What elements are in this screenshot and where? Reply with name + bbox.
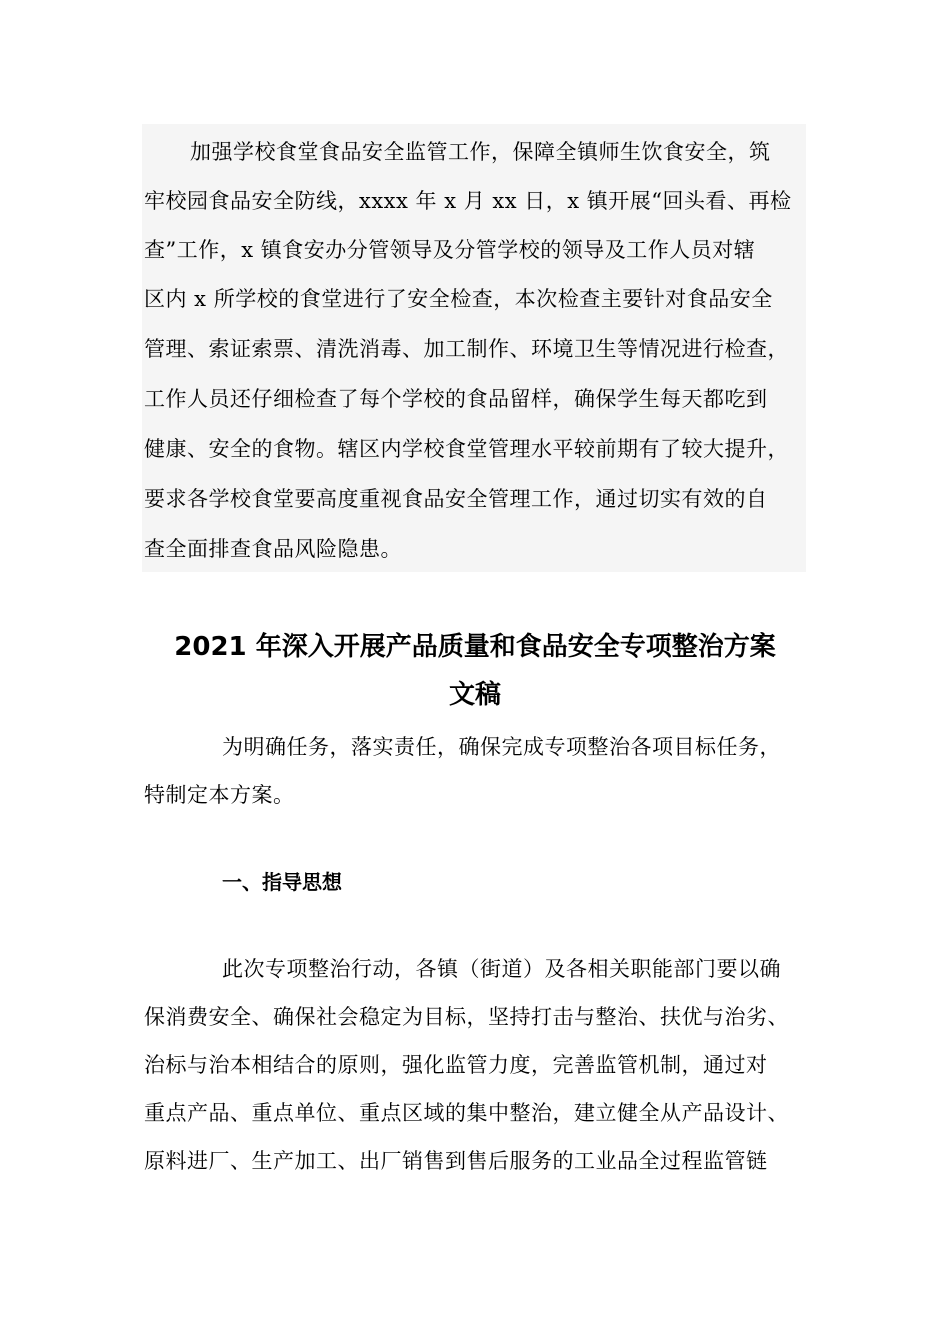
section-heading-guiding-thought: 一、指导思想 (222, 870, 342, 894)
section-1-line-1: 此次专项整治行动，各镇（街道）及各相关职能部门要以确 (222, 957, 781, 981)
document-title-line-1: 2021 年深入开展产品质量和食品安全专项整治方案 (174, 632, 776, 662)
intro-line-2: 牢校园食品安全防线，xxxx 年 x 月 xx 日，x 镇开展“回头看、再检 (144, 189, 792, 213)
purpose-line-2: 特制定本方案。 (144, 783, 295, 807)
intro-line-4: 区内 x 所学校的食堂进行了安全检查，本次检查主要针对食品安全 (144, 287, 773, 311)
intro-line-7: 健康、安全的食物。辖区内学校食堂管理水平较前期有了较大提升， (144, 437, 789, 461)
intro-line-6: 工作人员还仔细检查了每个学校的食品留样，确保学生每天都吃到 (144, 387, 768, 411)
section-1-line-3: 治标与治本相结合的原则，强化监管力度，完善监管机制，通过对 (144, 1053, 768, 1077)
document-title-line-2: 文稿 (448, 680, 501, 710)
purpose-line-1: 为明确任务，落实责任，确保完成专项整治各项目标任务， (222, 735, 781, 759)
intro-line-3: 查”工作，x 镇食安办分管领导及分管学校的领导及工作人员对辖 (144, 238, 756, 262)
section-1-line-2: 保消费安全、确保社会稳定为目标，坚持打击与整治、扶优与治劣、 (144, 1005, 789, 1029)
intro-line-5: 管理、索证索票、清洗消毒、加工制作、环境卫生等情况进行检查， (144, 337, 789, 361)
intro-line-9: 查全面排查食品风险隐患。 (144, 537, 402, 561)
section-1-line-5: 原料进厂、生产加工、出厂销售到售后服务的工业品全过程监管链 (144, 1149, 768, 1173)
intro-line-1: 加强学校食堂食品安全监管工作，保障全镇师生饮食安全，筑 (190, 140, 771, 164)
section-1-line-4: 重点产品、重点单位、重点区域的集中整治，建立健全从产品设计、 (144, 1101, 789, 1125)
intro-line-8: 要求各学校食堂要高度重视食品安全管理工作，通过切实有效的自 (144, 487, 768, 511)
